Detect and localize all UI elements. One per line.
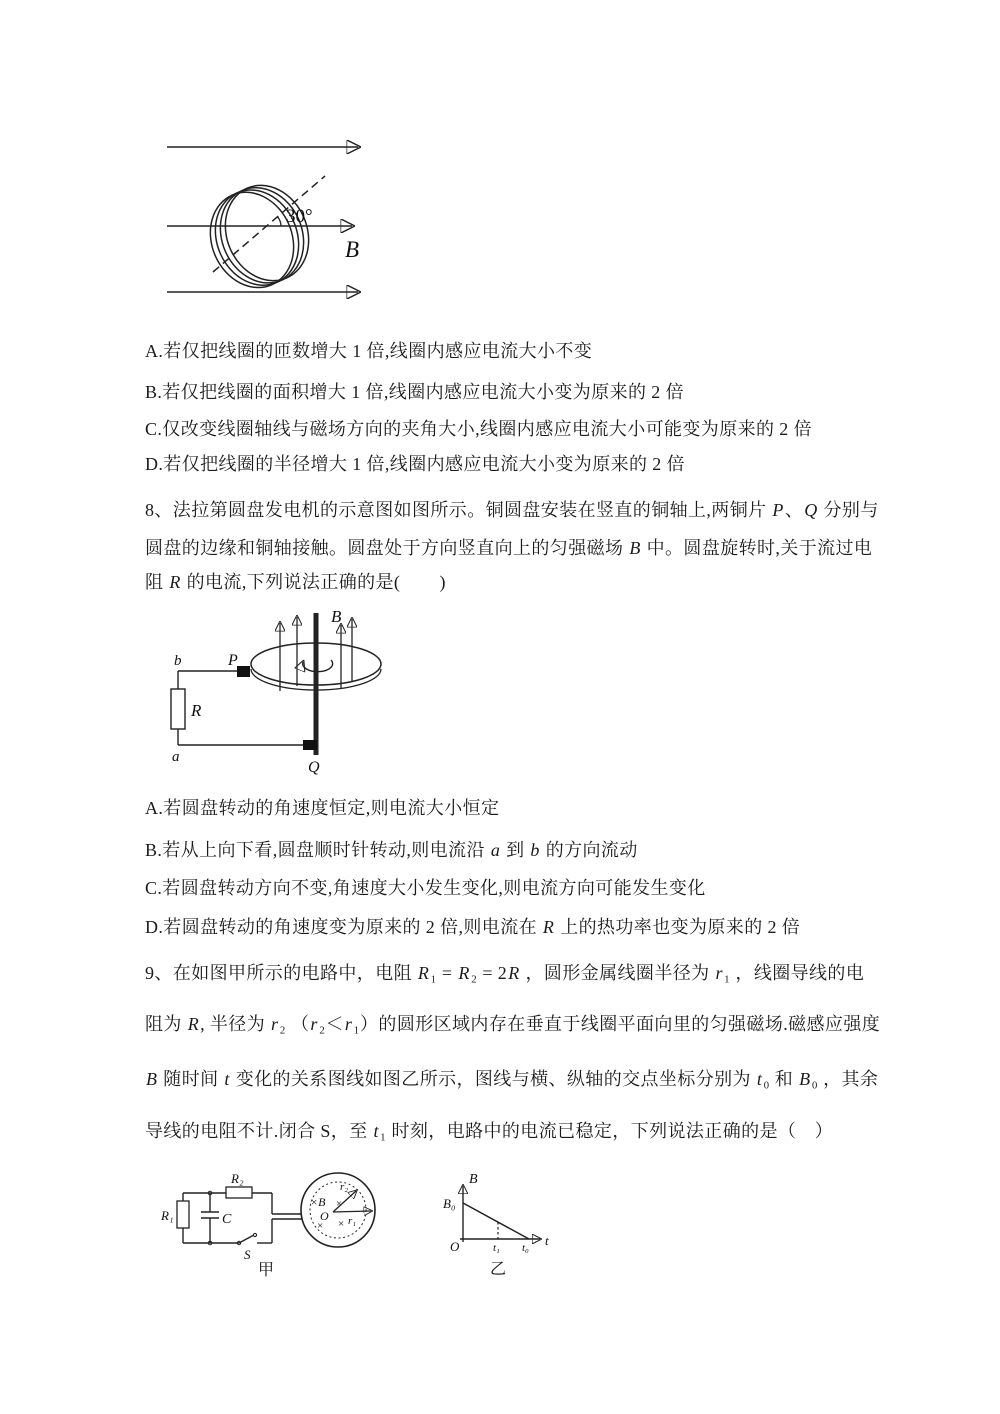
- t1-tick-label: t₁: [493, 1242, 500, 1254]
- label-Q: Q: [308, 759, 320, 776]
- resistor-R-box: [171, 689, 185, 729]
- field-into-page-label: ×B: [310, 1195, 326, 1209]
- brush-contact-P: [237, 666, 250, 677]
- figure-circuit-jia: [160, 1165, 395, 1280]
- intercept-label-B0: B₀: [443, 1196, 456, 1211]
- q9-stem-line-2: 阻为 R, 半径为 r₂ （r₂＜r₁）的圆形区域内存在垂直于线圈平面向里的匀强磁场.磁感应强度: [145, 1014, 881, 1034]
- figure-faraday-disc: [150, 600, 410, 780]
- resistor-R2-box: [226, 1187, 252, 1198]
- q8-option-a: A.若圆盘转动的角速度恒定,则电流大小恒定: [145, 798, 500, 818]
- angle-arc: [278, 217, 281, 226]
- label-S: S: [244, 1247, 251, 1262]
- radius-r1-arrow: [333, 1211, 371, 1212]
- switch-S: [237, 1233, 256, 1244]
- q7-option-d: D.若仅把线圈的半径增大 1 倍,线圈内感应电流大小变为原来的 2 倍: [145, 454, 685, 474]
- q9-stem-line-3: B 随时间 t 变化的关系图线如图乙所示，图线与横、纵轴的交点坐标分别为 t₀ 和 B₀ ，其余: [146, 1069, 879, 1089]
- figure-coil-in-field: [140, 125, 440, 325]
- q8-stem-line-3: 阻 R 的电流,下列说法正确的是( ): [145, 572, 446, 592]
- q8-option-b: B.若从上向下看,圆盘顺时针转动,则电流沿 a 到 b 的方向流动: [145, 840, 638, 860]
- q9-stem-line-4: 导线的电阻不计.闭合 S，至 t₁ 时刻，电路中的电流已稳定，下列说法正确的是（ ）: [145, 1121, 834, 1141]
- coil-turns: [196, 172, 324, 301]
- q7-option-b: B.若仅把线圈的面积增大 1 倍,线圈内感应电流大小变为原来的 2 倍: [145, 382, 685, 402]
- brush-contact-Q: [303, 740, 317, 750]
- cross-mark: ×: [338, 1218, 345, 1230]
- origin-label: O: [450, 1239, 460, 1254]
- label-R: R: [191, 701, 202, 720]
- cross-mark: ×: [317, 1220, 324, 1232]
- field-label-B: B: [331, 607, 342, 626]
- circuit-wires: [183, 1193, 302, 1243]
- q7-option-a: A.若仅把线圈的匝数增大 1 倍,线圈内感应电流大小不变: [145, 341, 593, 361]
- caption-yi: 乙: [490, 1261, 507, 1278]
- t0-tick-label: t₀: [522, 1242, 529, 1254]
- q8-stem-line-2: 圆盘的边缘和铜轴接触。圆盘处于方向竖直向上的匀强磁场 B 中。圆盘旋转时,关于流过电: [145, 538, 873, 558]
- label-P: P: [228, 652, 238, 669]
- label-O: O: [320, 1209, 329, 1223]
- label-b: b: [174, 653, 182, 669]
- label-R1: R₁: [161, 1208, 174, 1223]
- q8-stem-line-1: 8、法拉第圆盘发电机的示意图如图所示。铜圆盘安装在竖直的铜轴上,两铜片 P、Q 分别与: [145, 500, 879, 520]
- coil-front-face: [211, 172, 324, 294]
- B-t-line: [463, 1203, 529, 1239]
- field-label-B: B: [345, 237, 360, 262]
- q8-option-c: C.若圆盘转动方向不变,角速度大小发生变化,则电流方向可能发生变化: [145, 878, 706, 898]
- coil-outer-circle: [301, 1173, 375, 1247]
- label-R2: R₂: [231, 1171, 244, 1186]
- label-a: a: [172, 749, 180, 765]
- y-axis-label: B: [469, 1172, 478, 1187]
- caption-jia: 甲: [258, 1262, 275, 1279]
- label-C: C: [222, 1212, 232, 1227]
- angle-label: 30°: [286, 206, 313, 227]
- cross-mark: ×: [336, 1198, 343, 1210]
- resistor-R1-box: [177, 1201, 189, 1228]
- label-r1: r₁: [348, 1215, 357, 1227]
- x-axis-label: t: [545, 1233, 549, 1248]
- q7-option-c: C.仅改变线圈轴线与磁场方向的夹角大小,线圈内感应电流大小可能变为原来的 2 倍: [145, 419, 813, 439]
- figure-graph-yi: [435, 1165, 570, 1280]
- q8-option-d: D.若圆盘转动的角速度变为原来的 2 倍,则电流在 R 上的热功率也变为原来的 2 倍: [145, 917, 801, 937]
- label-r2: r₂: [340, 1181, 349, 1193]
- q9-stem-line-1: 9、在如图甲所示的电路中，电阻 R₁ = R₂ = 2R ，圆形金属线圈半径为 r₁ ，线圈导线的电: [145, 963, 865, 983]
- capacitor: [201, 1193, 219, 1243]
